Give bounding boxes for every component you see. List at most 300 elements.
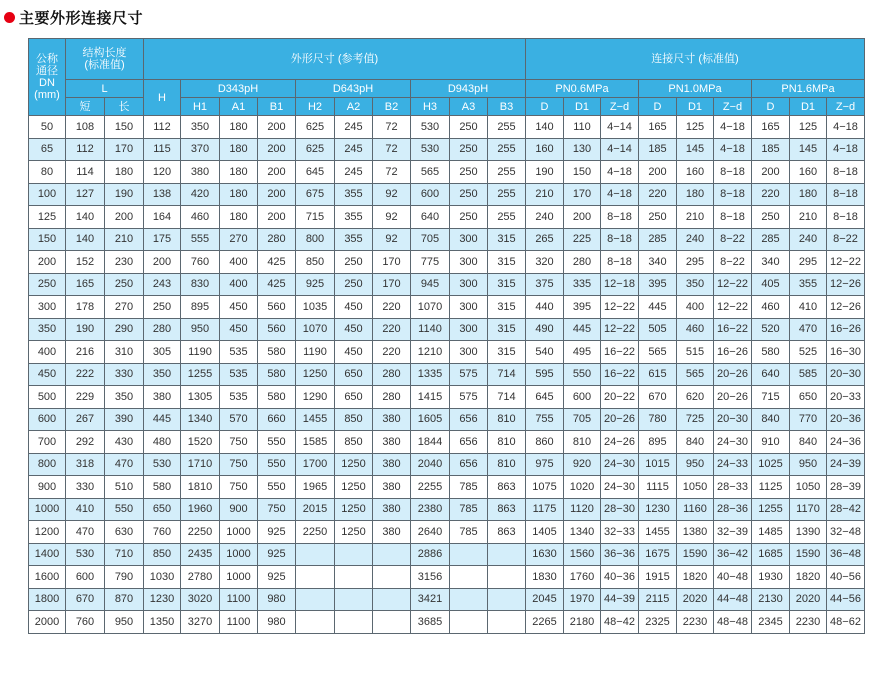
table-cell: 8−18 (714, 206, 752, 229)
table-cell: 355 (335, 183, 373, 206)
table-cell: 4−18 (827, 138, 865, 161)
table-cell: 705 (411, 228, 450, 251)
table-cell: 330 (66, 476, 105, 499)
table-cell: 1230 (144, 588, 181, 611)
table-row (29, 363, 865, 386)
table-cell: 8−22 (714, 251, 752, 274)
table-cell: 1585 (296, 431, 335, 454)
table-cell: 785 (450, 476, 488, 499)
table-cell: 400 (220, 273, 258, 296)
table-cell: 1960 (181, 498, 220, 521)
table-cell: 170 (105, 138, 144, 161)
table-cell: 44−56 (827, 588, 865, 611)
table-cell: 300 (29, 296, 66, 319)
table-cell: 20−22 (601, 386, 639, 409)
header-a1: A1 (220, 98, 258, 116)
header-outer-dimensions: 外形尺寸 (参考值) (144, 39, 526, 80)
table-cell: 1020 (564, 476, 601, 499)
table-cell: 185 (752, 138, 790, 161)
table-cell: 675 (296, 183, 335, 206)
table-cell: 1210 (411, 341, 450, 364)
table-cell: 165 (66, 273, 105, 296)
table-cell: 895 (639, 431, 677, 454)
table-cell: 1605 (411, 408, 450, 431)
table-row (29, 386, 865, 409)
table-cell: 380 (373, 408, 411, 431)
table-cell: 355 (335, 206, 373, 229)
table-cell: 505 (639, 318, 677, 341)
table-cell: 245 (335, 161, 373, 184)
table-cell: 16−26 (714, 341, 752, 364)
table-cell: 32−33 (601, 521, 639, 544)
table-row (29, 273, 865, 296)
table-cell: 114 (66, 161, 105, 184)
table-cell: 180 (220, 138, 258, 161)
table-cell: 555 (181, 228, 220, 251)
table-cell: 335 (564, 273, 601, 296)
table-cell: 36−42 (714, 543, 752, 566)
table-cell: 285 (639, 228, 677, 251)
table-cell: 110 (564, 116, 601, 139)
table-cell: 178 (66, 296, 105, 319)
table-cell: 470 (790, 318, 827, 341)
table-cell: 1125 (752, 476, 790, 499)
table-cell: 1170 (790, 498, 827, 521)
table-cell: 750 (258, 498, 296, 521)
table-cell: 32−48 (827, 521, 865, 544)
table-cell: 315 (488, 296, 526, 319)
table-cell: 140 (66, 228, 105, 251)
table-cell: 950 (790, 453, 827, 476)
table-cell: 2020 (677, 588, 714, 611)
table-cell: 863 (488, 521, 526, 544)
table-cell: 1100 (220, 611, 258, 634)
table-cell: 770 (790, 408, 827, 431)
table-cell: 1035 (296, 296, 335, 319)
header-b2: B2 (373, 98, 411, 116)
table-cell: 425 (258, 251, 296, 274)
table-cell: 300 (450, 251, 488, 274)
header-zd-pn06: Z−d (601, 98, 639, 116)
table-cell: 36−48 (827, 543, 865, 566)
table-cell: 850 (335, 408, 373, 431)
table-cell: 180 (220, 161, 258, 184)
table-cell: 44−39 (601, 588, 639, 611)
table-cell: 430 (105, 431, 144, 454)
table-cell: 200 (564, 206, 601, 229)
header-d-pn10: D (639, 98, 677, 116)
table-cell: 170 (564, 183, 601, 206)
table-row (29, 206, 865, 229)
table-cell: 810 (488, 453, 526, 476)
table-cell: 350 (677, 273, 714, 296)
table-cell: 350 (144, 363, 181, 386)
table-cell: 1250 (335, 453, 373, 476)
table-cell: 300 (450, 296, 488, 319)
table-cell: 1050 (790, 476, 827, 499)
table-cell: 445 (144, 408, 181, 431)
table-cell: 222 (66, 363, 105, 386)
table-cell: 130 (564, 138, 601, 161)
table-cell: 580 (258, 341, 296, 364)
table-cell: 580 (258, 363, 296, 386)
header-d1-pn16: D1 (790, 98, 827, 116)
table-row (29, 138, 865, 161)
table-cell: 200 (105, 206, 144, 229)
table-cell: 3270 (181, 611, 220, 634)
table-cell: 625 (296, 116, 335, 139)
table-row (29, 611, 865, 634)
header-pressure-pn16: PN1.6MPa (752, 80, 865, 98)
table-cell: 710 (105, 543, 144, 566)
table-cell (335, 543, 373, 566)
table-cell: 1390 (790, 521, 827, 544)
table-cell: 656 (450, 408, 488, 431)
table-row (29, 543, 865, 566)
table-cell: 1415 (411, 386, 450, 409)
table-cell: 250 (450, 138, 488, 161)
table-cell: 20−26 (714, 386, 752, 409)
table-cell: 250 (450, 206, 488, 229)
header-mm-label: (mm) (34, 89, 60, 101)
table-cell: 255 (488, 138, 526, 161)
table-cell: 28−33 (714, 476, 752, 499)
table-cell: 200 (752, 161, 790, 184)
table-cell: 28−30 (601, 498, 639, 521)
table-cell: 2230 (677, 611, 714, 634)
table-cell: 1485 (752, 521, 790, 544)
table-cell: 1970 (564, 588, 601, 611)
table-cell: 755 (526, 408, 564, 431)
table-cell: 20−36 (827, 408, 865, 431)
table-cell: 280 (564, 251, 601, 274)
table-cell: 280 (373, 386, 411, 409)
table-cell: 92 (373, 206, 411, 229)
table-cell: 550 (105, 498, 144, 521)
table-cell: 715 (752, 386, 790, 409)
table-cell: 250 (450, 183, 488, 206)
table-cell: 565 (411, 161, 450, 184)
table-cell: 48−48 (714, 611, 752, 634)
table-row (29, 588, 865, 611)
table-cell: 255 (488, 161, 526, 184)
header-d-pn06: D (526, 98, 564, 116)
table-cell: 200 (29, 251, 66, 274)
table-cell: 350 (29, 318, 66, 341)
table-cell: 1175 (526, 498, 564, 521)
table-cell: 380 (373, 453, 411, 476)
table-cell: 280 (258, 228, 296, 251)
table-cell: 318 (66, 453, 105, 476)
table-cell: 615 (639, 363, 677, 386)
table-cell: 310 (105, 341, 144, 364)
table-cell: 490 (526, 318, 564, 341)
table-cell: 2435 (181, 543, 220, 566)
table-cell (296, 566, 335, 589)
table-cell: 380 (373, 498, 411, 521)
table-row (29, 453, 865, 476)
table-cell: 24−30 (601, 476, 639, 499)
table-cell: 20−26 (714, 363, 752, 386)
table-cell: 24−36 (827, 431, 865, 454)
table-cell: 245 (335, 138, 373, 161)
table-cell: 267 (66, 408, 105, 431)
table-cell: 830 (181, 273, 220, 296)
table-cell: 445 (639, 296, 677, 319)
table-cell: 750 (220, 453, 258, 476)
table-cell: 255 (488, 183, 526, 206)
table-cell: 2640 (411, 521, 450, 544)
table-cell (335, 611, 373, 634)
header-pressure-pn10: PN1.0MPa (639, 80, 752, 98)
table-cell: 520 (752, 318, 790, 341)
table-cell (373, 566, 411, 589)
table-cell: 380 (181, 161, 220, 184)
table-cell: 2255 (411, 476, 450, 499)
table-cell: 200 (639, 161, 677, 184)
table-cell: 250 (752, 206, 790, 229)
table-cell: 1700 (296, 453, 335, 476)
table-cell: 240 (790, 228, 827, 251)
table-cell: 32−39 (714, 521, 752, 544)
table-cell: 980 (258, 611, 296, 634)
table-cell: 500 (29, 386, 66, 409)
header-dn-label: DN (39, 77, 55, 89)
table-cell: 280 (144, 318, 181, 341)
table-row (29, 318, 865, 341)
table-body (29, 116, 865, 634)
table-cell: 600 (66, 566, 105, 589)
table-cell: 250 (450, 116, 488, 139)
table-cell: 980 (258, 588, 296, 611)
header-d1-pn06: D1 (564, 98, 601, 116)
table-cell: 760 (144, 521, 181, 544)
table-row (29, 251, 865, 274)
table-cell: 355 (335, 228, 373, 251)
table-cell: 112 (66, 138, 105, 161)
table-cell: 1250 (335, 521, 373, 544)
table-cell: 2250 (181, 521, 220, 544)
table-cell: 200 (258, 206, 296, 229)
table-cell: 125 (29, 206, 66, 229)
table-cell: 650 (790, 386, 827, 409)
header-struct-label: 结构长度 (82, 47, 127, 59)
table-cell: 1630 (526, 543, 564, 566)
table-cell: 1015 (639, 453, 677, 476)
table-cell: 2000 (29, 611, 66, 634)
table-cell: 216 (66, 341, 105, 364)
table-cell: 1030 (144, 566, 181, 589)
table-cell: 3685 (411, 611, 450, 634)
header-long: 长 (105, 98, 144, 116)
table-cell: 320 (526, 251, 564, 274)
table-cell: 210 (677, 206, 714, 229)
header-struct-length (66, 39, 144, 80)
table-cell: 410 (66, 498, 105, 521)
header-d1-pn10: D1 (677, 98, 714, 116)
table-cell: 975 (526, 453, 564, 476)
table-cell (373, 588, 411, 611)
table-cell: 240 (526, 206, 564, 229)
table-cell: 1115 (639, 476, 677, 499)
table-cell: 1340 (564, 521, 601, 544)
header-zd-pn10: Z−d (714, 98, 752, 116)
table-cell (450, 543, 488, 566)
table-cell: 950 (677, 453, 714, 476)
table-cell: 112 (144, 116, 181, 139)
table-cell: 200 (258, 138, 296, 161)
table-cell: 2380 (411, 498, 450, 521)
table-cell: 200 (258, 161, 296, 184)
table-cell: 250 (29, 273, 66, 296)
table-cell: 16−30 (827, 341, 865, 364)
table-row (29, 476, 865, 499)
table-cell: 2015 (296, 498, 335, 521)
table-cell: 630 (105, 521, 144, 544)
table-cell: 480 (144, 431, 181, 454)
table-cell: 8−18 (601, 251, 639, 274)
table-cell: 1710 (181, 453, 220, 476)
table-cell: 8−18 (827, 206, 865, 229)
table-cell: 180 (220, 206, 258, 229)
table-cell: 220 (639, 183, 677, 206)
table-cell (488, 611, 526, 634)
table-row (29, 431, 865, 454)
table-cell (488, 566, 526, 589)
table-cell: 1160 (677, 498, 714, 521)
table-cell: 760 (181, 251, 220, 274)
table-cell: 48−42 (601, 611, 639, 634)
table-cell: 165 (639, 116, 677, 139)
table-cell: 245 (335, 116, 373, 139)
table-cell: 750 (220, 476, 258, 499)
table-cell: 535 (220, 341, 258, 364)
bullet-icon (4, 12, 15, 23)
table-row (29, 521, 865, 544)
table-cell: 1915 (639, 566, 677, 589)
table-cell: 1590 (790, 543, 827, 566)
table-cell: 785 (450, 521, 488, 544)
table-row (29, 161, 865, 184)
table-cell: 1290 (296, 386, 335, 409)
table-cell: 945 (411, 273, 450, 296)
table-cell: 1930 (752, 566, 790, 589)
table-cell: 340 (752, 251, 790, 274)
table-cell: 400 (29, 341, 66, 364)
header-h2: H2 (296, 98, 335, 116)
table-cell: 145 (790, 138, 827, 161)
table-cell: 315 (488, 318, 526, 341)
table-cell: 625 (296, 138, 335, 161)
table-cell: 12−22 (714, 296, 752, 319)
table-cell: 164 (144, 206, 181, 229)
table-cell: 315 (488, 341, 526, 364)
table-cell: 650 (335, 386, 373, 409)
header-d-pn16: D (752, 98, 790, 116)
table-cell: 200 (144, 251, 181, 274)
table-cell: 495 (564, 341, 601, 364)
header-short: 短 (66, 98, 105, 116)
table-cell: 150 (29, 228, 66, 251)
table-cell: 380 (373, 521, 411, 544)
table-cell: 200 (258, 183, 296, 206)
table-cell: 925 (258, 521, 296, 544)
table-cell: 220 (373, 296, 411, 319)
table-cell: 50 (29, 116, 66, 139)
table-cell: 714 (488, 386, 526, 409)
table-cell: 1140 (411, 318, 450, 341)
table-cell: 585 (790, 363, 827, 386)
table-cell: 120 (144, 161, 181, 184)
table-cell: 540 (526, 341, 564, 364)
table-cell: 450 (335, 296, 373, 319)
table-cell: 4−14 (601, 138, 639, 161)
table-cell: 714 (488, 363, 526, 386)
table-cell: 24−30 (601, 453, 639, 476)
header-nominal-label: 公称通径 (36, 53, 58, 77)
table-cell (335, 566, 373, 589)
table-cell: 1250 (335, 498, 373, 521)
table-cell: 640 (752, 363, 790, 386)
table-cell: 580 (258, 386, 296, 409)
table-cell: 24−26 (601, 431, 639, 454)
table-cell: 300 (450, 318, 488, 341)
table-cell: 775 (411, 251, 450, 274)
header-a3: A3 (450, 98, 488, 116)
table-cell: 150 (105, 116, 144, 139)
table-cell (488, 543, 526, 566)
table-cell: 40−48 (714, 566, 752, 589)
table-cell: 180 (677, 183, 714, 206)
table-cell: 2180 (564, 611, 601, 634)
table-cell: 400 (677, 296, 714, 319)
table-cell: 950 (181, 318, 220, 341)
table-cell: 1050 (677, 476, 714, 499)
table-cell: 170 (373, 251, 411, 274)
table-cell: 1255 (181, 363, 220, 386)
table-cell: 280 (373, 363, 411, 386)
table-cell: 705 (564, 408, 601, 431)
table-cell: 12−22 (601, 318, 639, 341)
table-cell: 1230 (639, 498, 677, 521)
table-cell: 550 (258, 476, 296, 499)
table-cell: 440 (526, 296, 564, 319)
table-cell: 560 (258, 296, 296, 319)
table-cell: 410 (790, 296, 827, 319)
header-b3: B3 (488, 98, 526, 116)
table-row (29, 498, 865, 521)
table-cell: 4−18 (714, 116, 752, 139)
table-cell: 72 (373, 138, 411, 161)
table-cell: 300 (450, 341, 488, 364)
table-cell: 115 (144, 138, 181, 161)
table-cell: 2130 (752, 588, 790, 611)
table-cell: 1070 (411, 296, 450, 319)
table-cell: 255 (488, 206, 526, 229)
table-cell (450, 566, 488, 589)
table-cell: 125 (677, 116, 714, 139)
table-cell: 925 (296, 273, 335, 296)
table-cell: 250 (105, 273, 144, 296)
table-cell: 175 (144, 228, 181, 251)
table-cell: 395 (564, 296, 601, 319)
table-cell: 190 (526, 161, 564, 184)
table-cell: 530 (411, 138, 450, 161)
table-cell: 8−18 (601, 228, 639, 251)
table-cell: 300 (450, 228, 488, 251)
table-cell: 850 (296, 251, 335, 274)
table-cell: 16−26 (827, 318, 865, 341)
